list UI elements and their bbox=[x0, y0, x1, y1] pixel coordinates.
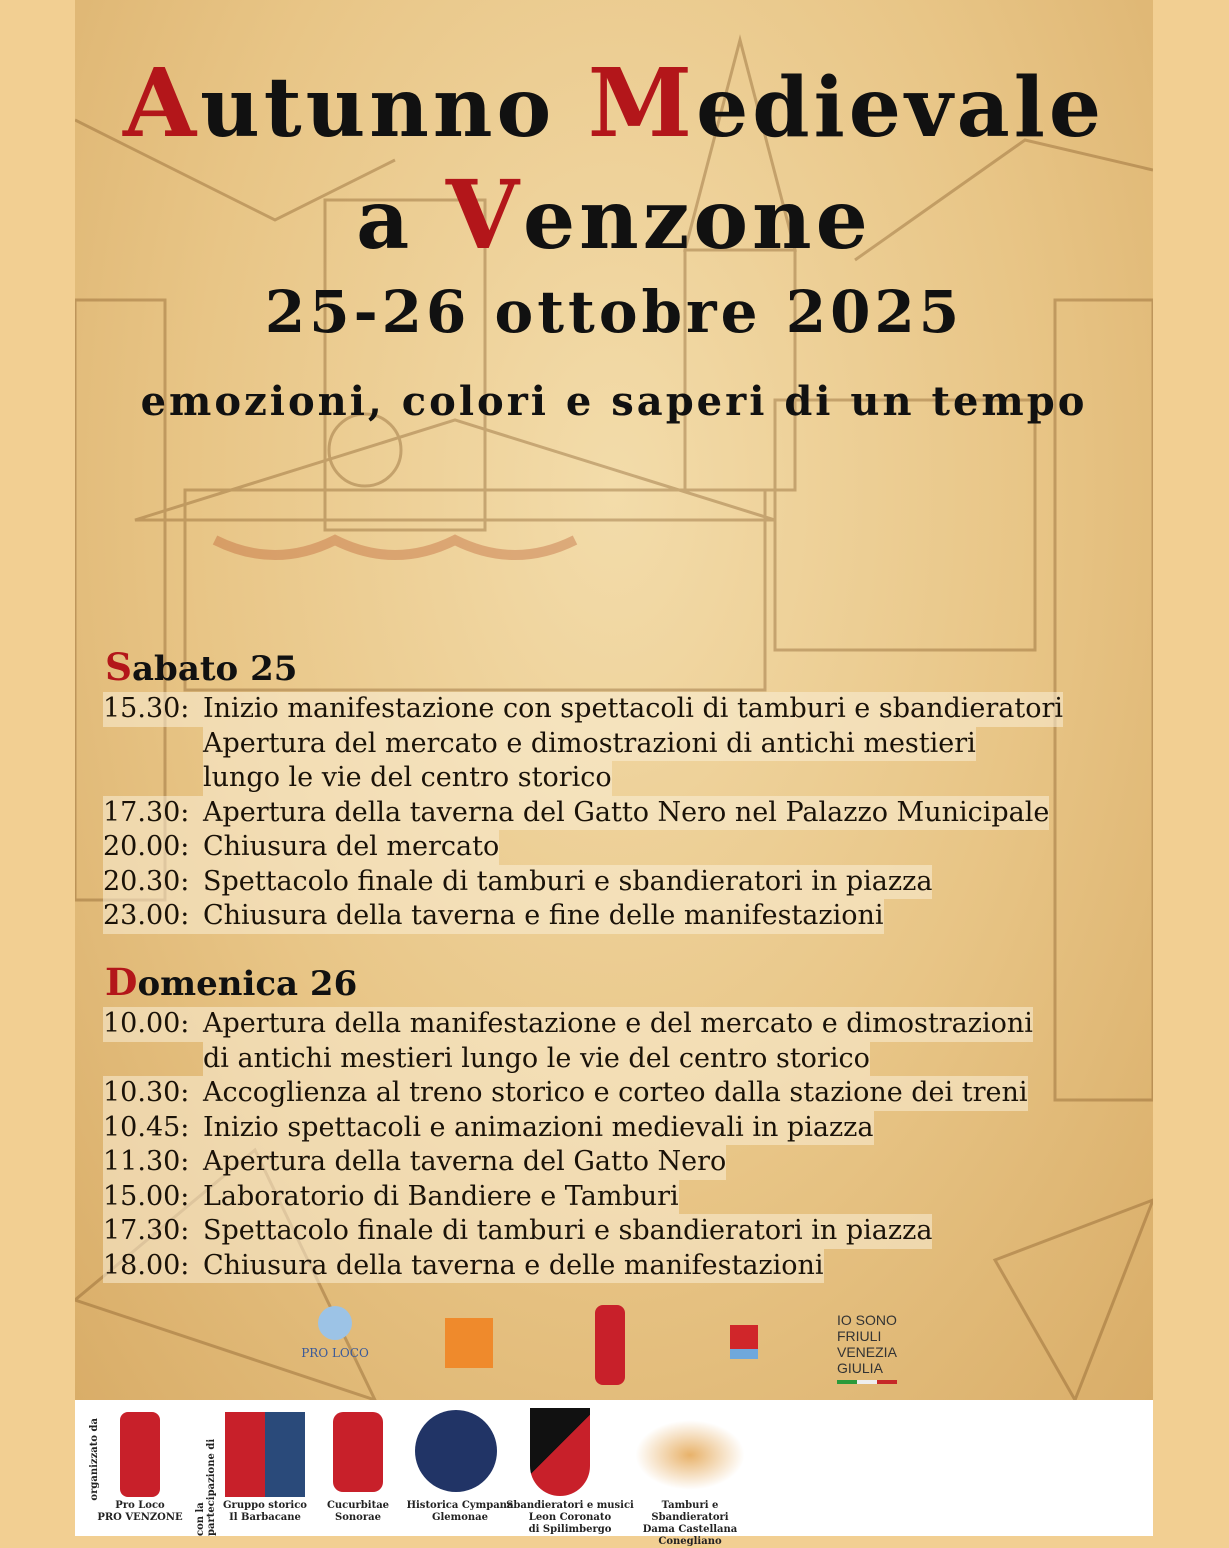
schedule-text: Chiusura del mercato bbox=[203, 830, 499, 865]
partner-label bbox=[75, 1500, 205, 1524]
schedule-text: Apertura del mercato e dimostrazioni di antichi mestieri bbox=[203, 727, 976, 762]
schedule-item bbox=[103, 1180, 1033, 1215]
schedule-time: 15.30: bbox=[103, 692, 203, 727]
schedule-time: 10.45: bbox=[103, 1111, 203, 1146]
leon-coronato-shield bbox=[530, 1408, 590, 1496]
partners-band bbox=[75, 1400, 1153, 1547]
partner-label-line: Sbandieratori e musici bbox=[506, 1500, 634, 1511]
partner-label-line: Cucurbitae bbox=[326, 1500, 390, 1511]
partner-label-line: Leon Coronato bbox=[528, 1512, 612, 1523]
schedule-text: Apertura della manifestazione e del mercato e dimostrazioni bbox=[203, 1007, 1033, 1042]
schedule-item bbox=[103, 1145, 1033, 1180]
schedule-time: 15.00: bbox=[103, 1180, 203, 1215]
schedule-time: 20.00: bbox=[103, 830, 203, 865]
schedule-time: 18.00: bbox=[103, 1249, 203, 1284]
partner-label-line: Sonorae bbox=[335, 1512, 381, 1523]
schedule-text: Chiusura della taverna e delle manifestazioni bbox=[203, 1249, 824, 1284]
schedule-item bbox=[103, 1111, 1033, 1146]
partner-label bbox=[625, 1500, 755, 1548]
sponsor-logos bbox=[75, 1300, 1153, 1395]
schedule-item bbox=[103, 899, 1063, 934]
partner-label-line: Pro Loco bbox=[115, 1500, 165, 1511]
eagle-icon bbox=[318, 1306, 352, 1340]
sunday-heading: Domenica 26 bbox=[105, 960, 358, 1004]
knight-logo bbox=[595, 1305, 625, 1385]
participation-label: con la partecipazione di bbox=[195, 1438, 217, 1536]
title-line-1: Autunno Medievale bbox=[122, 48, 1106, 159]
partner-label-line: Dama Castellana bbox=[642, 1524, 738, 1535]
io-sono-fvg-logo: IO SONO FRIULI VENEZIA GIULIA bbox=[837, 1312, 897, 1384]
schedule-time: 17.30: bbox=[103, 796, 203, 831]
partner-label-line: Historica Cympana bbox=[406, 1500, 514, 1511]
pro-venzone-logo bbox=[120, 1412, 160, 1497]
event-dates: 25-26 ottobre 2025 bbox=[264, 278, 964, 346]
schedule-text: Spettacolo finale di tamburi e sbandieratori in piazza bbox=[203, 865, 932, 900]
dragon-logo bbox=[635, 1420, 745, 1490]
schedule-text: Inizio manifestazione con spettacoli di tamburi e sbandieratori bbox=[203, 692, 1063, 727]
partner-label-line: PRO VENZONE bbox=[97, 1512, 183, 1523]
saturday-heading: Sabato 25 bbox=[105, 645, 298, 689]
sunday-schedule bbox=[103, 1007, 1033, 1283]
schedule-item bbox=[103, 1214, 1033, 1249]
proloco-logo bbox=[300, 1300, 370, 1360]
poster bbox=[75, 0, 1153, 1400]
schedule-text: Accoglienza al treno storico e corteo dalla stazione dei treni bbox=[203, 1076, 1028, 1111]
organized-by-label: organizzato da bbox=[89, 1418, 100, 1501]
friuli-region-logo bbox=[445, 1318, 493, 1368]
historica-cympana-logo bbox=[415, 1410, 497, 1492]
schedule-text: di antichi mestieri lungo le vie del centro storico bbox=[203, 1042, 870, 1077]
schedule-item-continuation bbox=[103, 761, 1063, 796]
schedule-item bbox=[103, 1007, 1033, 1042]
schedule-time: 23.00: bbox=[103, 899, 203, 934]
schedule-text: Chiusura della taverna e fine delle manifestazioni bbox=[203, 899, 884, 934]
schedule-item bbox=[103, 865, 1063, 900]
partner-label bbox=[505, 1500, 635, 1536]
schedule-text: Laboratorio di Bandiere e Tamburi bbox=[203, 1180, 679, 1215]
schedule-item bbox=[103, 1076, 1033, 1111]
schedule-item-continuation bbox=[103, 1042, 1033, 1077]
schedule-item bbox=[103, 830, 1063, 865]
schedule-text: lungo le vie del centro storico bbox=[203, 761, 612, 796]
cucurbitae-logo bbox=[333, 1412, 383, 1492]
venzone-coat-of-arms bbox=[730, 1325, 758, 1359]
partner-label-line: Il Barbacane bbox=[229, 1512, 301, 1523]
title-line-2: a Venzone bbox=[356, 160, 872, 271]
partner-label-line: Gruppo storico bbox=[223, 1500, 307, 1511]
schedule-time: 10.00: bbox=[103, 1007, 203, 1042]
schedule-item bbox=[103, 796, 1063, 831]
schedule-time: 11.30: bbox=[103, 1145, 203, 1180]
schedule-time: 20.30: bbox=[103, 865, 203, 900]
schedule-time: 10.30: bbox=[103, 1076, 203, 1111]
schedule-time: 17.30: bbox=[103, 1214, 203, 1249]
partner-label-line: Tamburi e Sbandieratori bbox=[651, 1500, 729, 1523]
schedule-text: Apertura della taverna del Gatto Nero bbox=[203, 1145, 726, 1180]
schedule-item bbox=[103, 1249, 1033, 1284]
schedule-text: Inizio spettacoli e animazioni medievali in piazza bbox=[203, 1111, 874, 1146]
proloco-label: PRO LOCO bbox=[301, 1346, 369, 1360]
saturday-schedule bbox=[103, 692, 1063, 934]
subtitle: emozioni, colori e saperi di un tempo bbox=[140, 378, 1088, 425]
schedule-item bbox=[103, 692, 1063, 727]
schedule-text: Apertura della taverna del Gatto Nero nel Palazzo Municipale bbox=[203, 796, 1049, 831]
barbacane-logo bbox=[225, 1412, 305, 1497]
partner-label-line: Glemonae bbox=[431, 1512, 489, 1523]
schedule-text: Spettacolo finale di tamburi e sbandieratori in piazza bbox=[203, 1214, 932, 1249]
schedule-item-continuation bbox=[103, 727, 1063, 762]
partner-label-line: di Spilimbergo bbox=[528, 1524, 612, 1535]
partner-label-line: Conegliano bbox=[658, 1536, 722, 1547]
